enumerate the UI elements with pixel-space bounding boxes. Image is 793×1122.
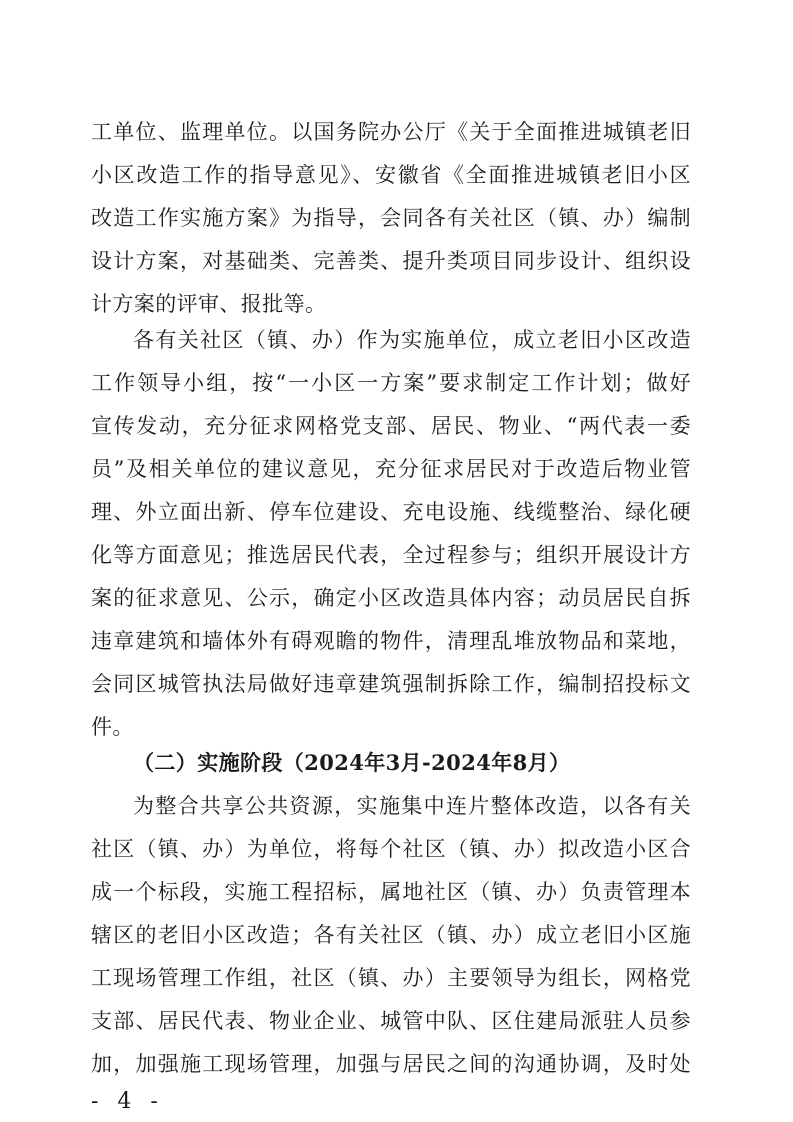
paragraph-line: 违章建筑和墙体外有碍观瞻的物件，清理乱堆放物品和菜地， — [91, 629, 691, 653]
paragraph-line: 社区（镇、办）为单位，将每个社区（镇、办）拟改造小区合 — [91, 837, 691, 861]
paragraph-line: 成一个标段，实施工程招标，属地社区（镇、办）负责管理本 — [91, 880, 691, 904]
paragraph-line: 辖区的老旧小区改造；各有关社区（镇、办）成立老旧小区施 — [91, 923, 691, 947]
paragraph-line: 件。 — [91, 715, 134, 739]
paragraph-line: 计方案的评审、报批等。 — [91, 292, 327, 316]
section-heading: （二）实施阶段（2024年3月-2024年8月） — [133, 750, 571, 775]
paragraph-line: 案的征求意见、公示，确定小区改造具体内容；动员居民自拆 — [91, 586, 691, 610]
paragraph-line: 工作领导小组，按“一小区一方案”要求制定工作计划；做好 — [91, 371, 691, 395]
paragraph-line: 各有关社区（镇、办）作为实施单位，成立老旧小区改造 — [133, 328, 691, 352]
paragraph-line: 会同区城管执法局做好违章建筑强制拆除工作，编制招投标文 — [91, 672, 691, 696]
paragraph-line: 化等方面意见；推选居民代表，全过程参与；组织开展设计方 — [91, 543, 691, 567]
paragraph-line: 理、外立面出新、停车位建设、充电设施、线缆整治、绿化硬 — [91, 500, 691, 524]
paragraph-line: 支部、居民代表、物业企业、城管中队、区住建局派驻人员参 — [91, 1009, 691, 1033]
paragraph-line: 小区改造工作的指导意见》、安徽省《全面推进城镇老旧小区 — [91, 163, 691, 187]
paragraph-line: 加，加强施工现场管理，加强与居民之间的沟通协调，及时处 — [91, 1052, 691, 1076]
paragraph-line: 为整合共享公共资源，实施集中连片整体改造，以各有关 — [133, 794, 691, 818]
paragraph-line: 工单位、监理单位。以国务院办公厅《关于全面推进城镇老旧 — [91, 120, 691, 144]
page-number: - 4 - — [91, 1089, 164, 1114]
paragraph-line: 设计方案，对基础类、完善类、提升类项目同步设计、组织设 — [91, 249, 691, 273]
paragraph-line: 宣传发动，充分征求网格党支部、居民、物业、“两代表一委 — [91, 414, 691, 438]
paragraph-line: 员”及相关单位的建议意见，充分征求居民对于改造后物业管 — [91, 457, 691, 481]
paragraph-line: 改造工作实施方案》为指导，会同各有关社区（镇、办）编制 — [91, 206, 691, 230]
paragraph-line: 工现场管理工作组，社区（镇、办）主要领导为组长，网格党 — [91, 966, 691, 990]
